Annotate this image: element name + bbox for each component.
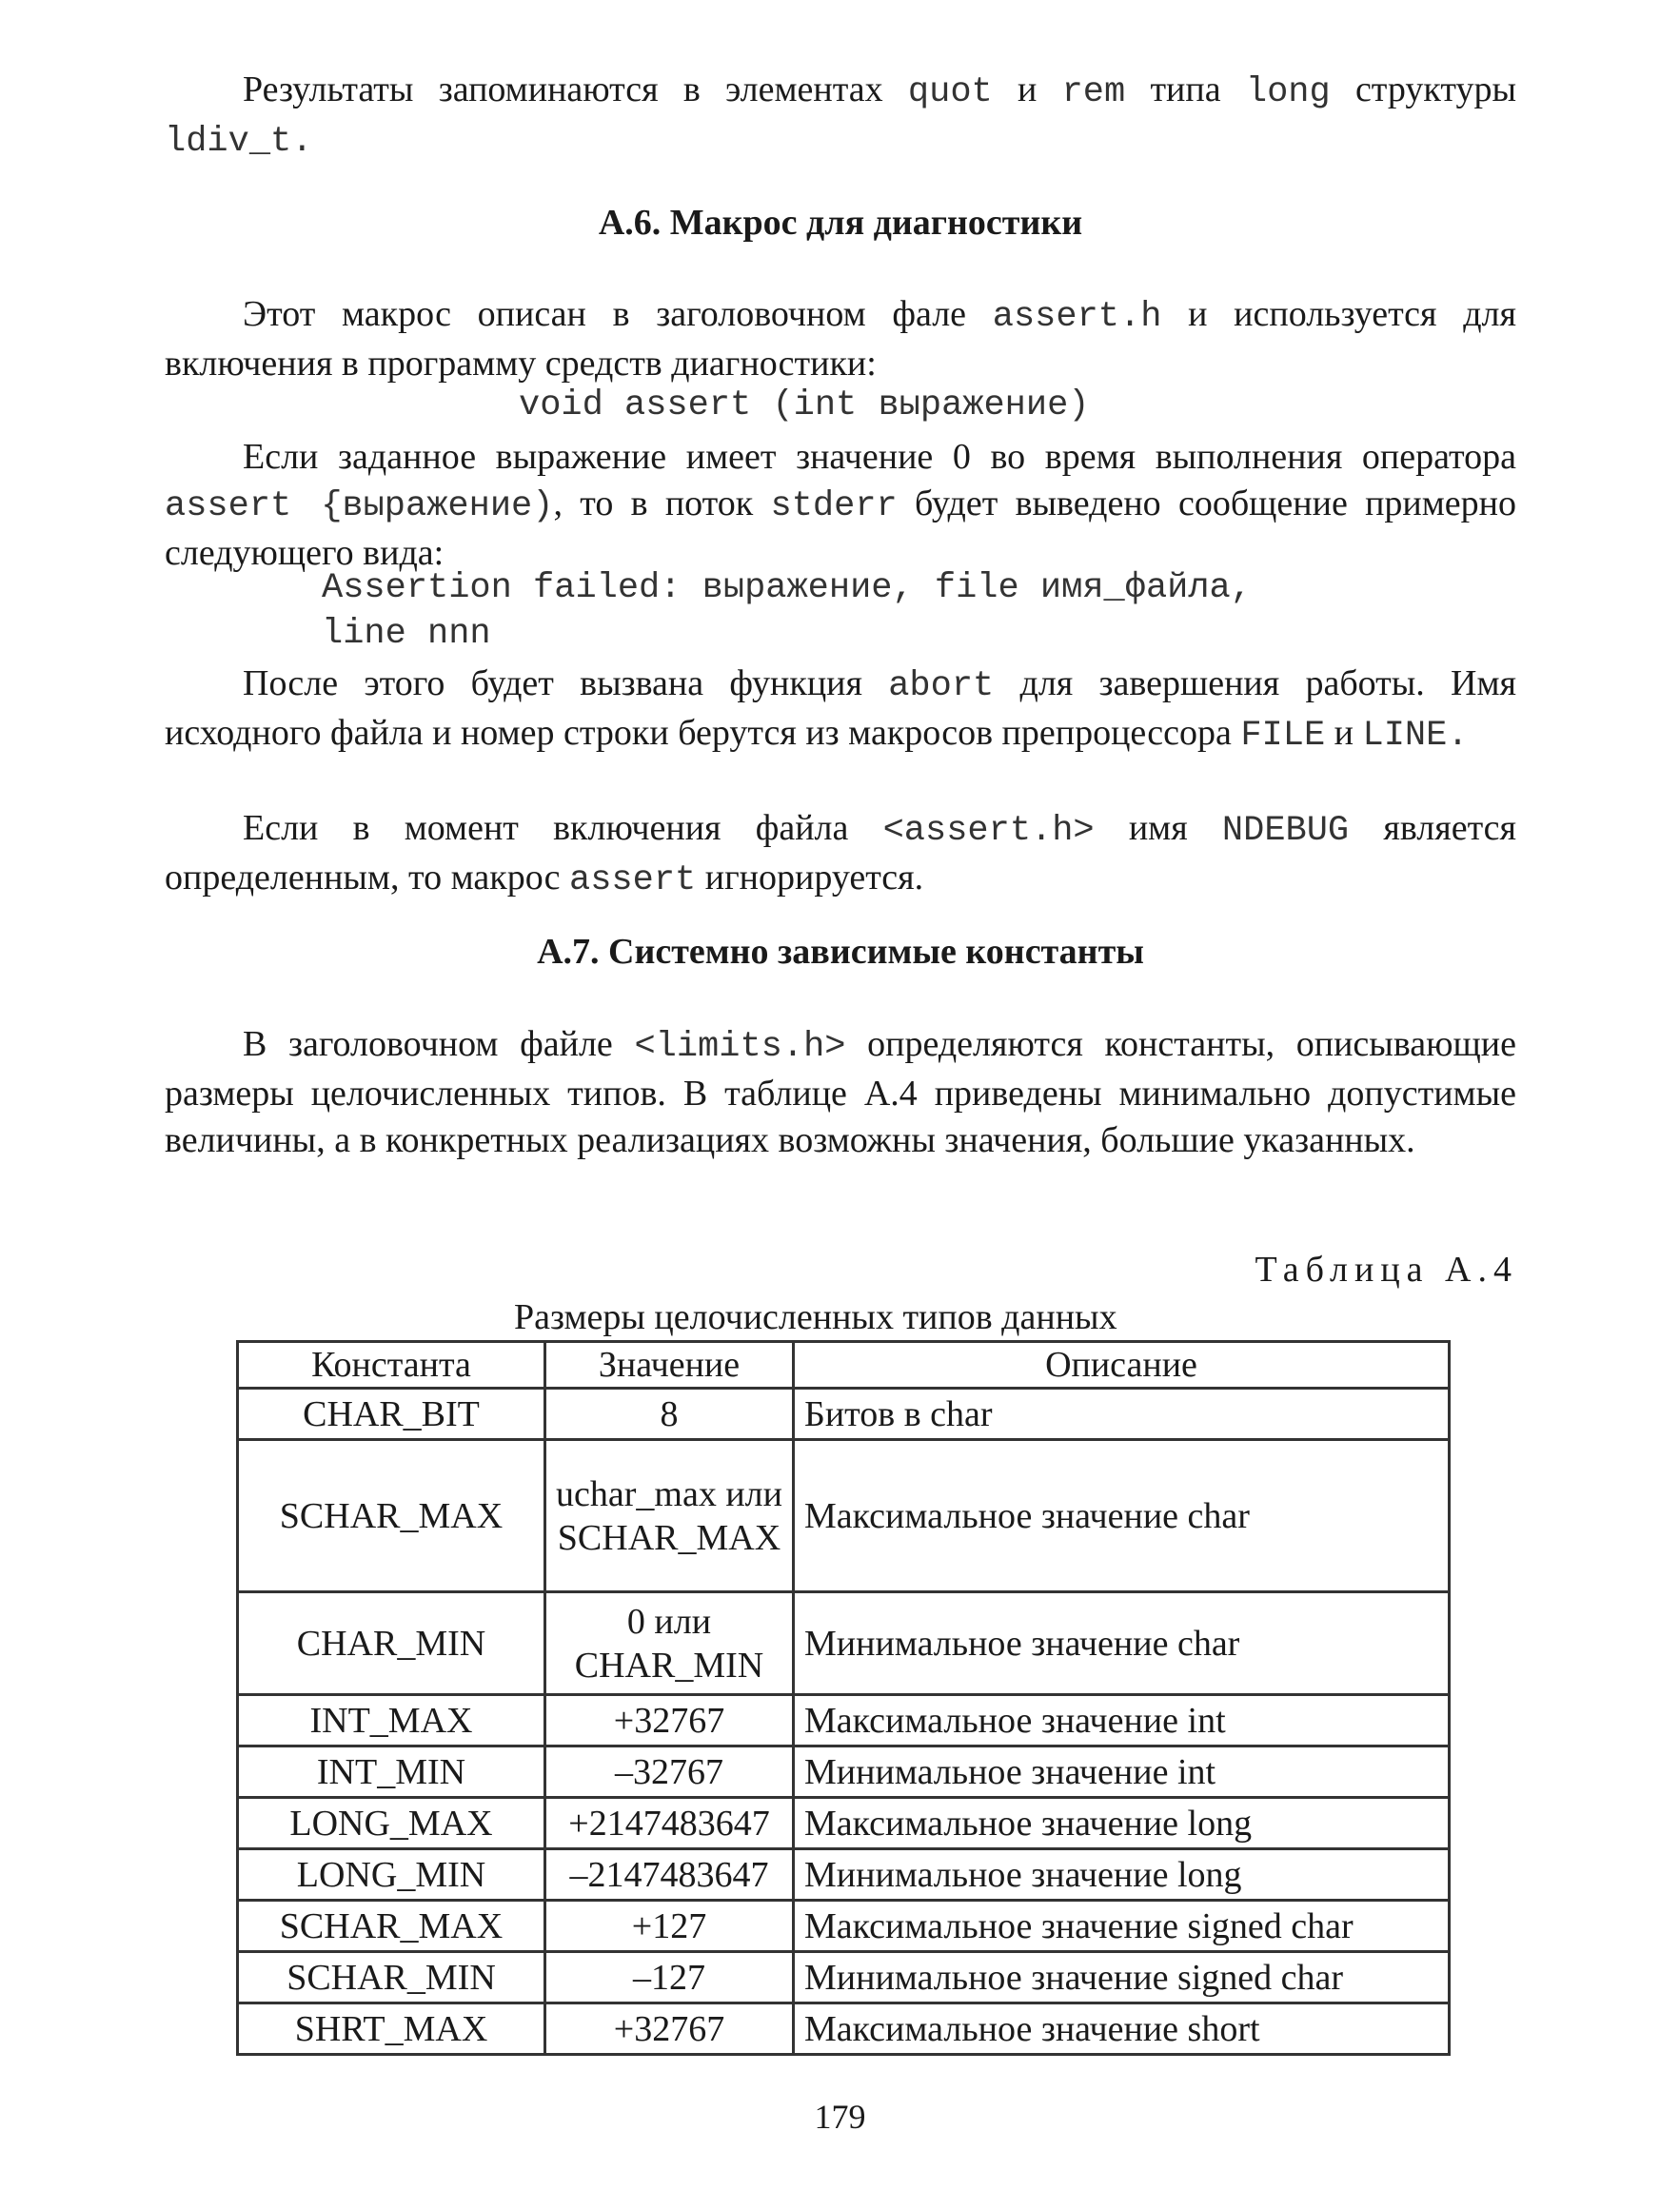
table-cell: +32767 — [545, 1695, 794, 1746]
limits-table — [236, 1340, 1451, 2056]
table-header-row — [238, 1342, 1450, 1389]
table-row — [238, 1798, 1450, 1849]
table-cell: +32767 — [545, 2003, 794, 2055]
table-cell: INT_MIN — [238, 1746, 545, 1798]
column-header: Значение — [545, 1342, 794, 1389]
code-inline: abort — [888, 666, 995, 706]
text: игнорируется. — [696, 858, 924, 898]
code-inline: NDEBUG — [1221, 811, 1350, 851]
code-inline: assert {выражение) — [165, 486, 554, 526]
table-cell: 0 или CHAR_MIN — [545, 1592, 794, 1695]
table-cell: SCHAR_MAX — [238, 1901, 545, 1952]
table-cell: Минимальное значение int — [794, 1746, 1450, 1798]
text: Этот макрос описан в заголовочном фале — [243, 294, 993, 334]
table-row — [238, 1592, 1450, 1695]
table-row — [238, 1952, 1450, 2003]
text: и — [992, 69, 1062, 109]
code-inline: assert.h — [992, 297, 1162, 337]
table-cell: SHRT_MAX — [238, 2003, 545, 2055]
column-header: Описание — [794, 1342, 1450, 1389]
code-inline: ldiv_t. — [165, 122, 313, 162]
table-row — [238, 1901, 1450, 1952]
table-cell: Максимальное значение long — [794, 1798, 1450, 1849]
table-cell: CHAR_MIN — [238, 1592, 545, 1695]
code-assertion-line: line nnn — [322, 614, 491, 654]
section-heading-a6: А.6. Макрос для диагностики — [598, 203, 1083, 243]
table-row — [238, 1849, 1450, 1901]
table-row — [238, 1389, 1450, 1440]
table-cell: SCHAR_MIN — [238, 1952, 545, 2003]
table-cell: Максимальное значение signed char — [794, 1901, 1450, 1952]
code-inline: long — [1245, 72, 1331, 112]
code-inline: <limits.h> — [634, 1027, 846, 1067]
text: является определенным, то макрос — [165, 808, 1516, 898]
table-cell: –127 — [545, 1952, 794, 2003]
code-inline: assert — [569, 860, 697, 900]
code-inline: <assert.h> — [882, 811, 1095, 851]
code-inline: LINE. — [1362, 716, 1469, 756]
table-cell: LONG_MIN — [238, 1849, 545, 1901]
table-cell: CHAR_BIT — [238, 1389, 545, 1440]
table-cell: 8 — [545, 1389, 794, 1440]
paragraph-ndebug — [165, 805, 1516, 904]
table-cell: Минимальное значение signed char — [794, 1952, 1450, 2003]
table-cell: Максимальное значение char — [794, 1440, 1450, 1592]
table-caption: Размеры целочисленных типов данных — [514, 1297, 1117, 1337]
text: В заголовочном файле — [243, 1024, 635, 1064]
page-number: 179 — [814, 2098, 866, 2136]
column-header: Константа — [238, 1342, 545, 1389]
table-cell: –32767 — [545, 1746, 794, 1798]
table-cell: INT_MAX — [238, 1695, 545, 1746]
table-cell: +127 — [545, 1901, 794, 1952]
text: структуры — [1330, 69, 1516, 109]
code-inline: stderr — [770, 486, 898, 526]
text: Если заданное выражение имеет значение 0 во время выполнения оператора — [243, 437, 1516, 477]
paragraph-limits — [165, 1021, 1516, 1164]
table-row — [238, 2003, 1450, 2055]
paragraph-assert-intro — [165, 291, 1516, 387]
table-row — [238, 1746, 1450, 1798]
table-cell: Битов в char — [794, 1389, 1450, 1440]
table-cell: Минимальное значение char — [794, 1592, 1450, 1695]
table-cell: uchar_max или SCHAR_MAX — [545, 1440, 794, 1592]
text: После этого будет вызвана функция — [243, 663, 889, 703]
section-heading-a7: А.7. Системно зависимые константы — [537, 932, 1144, 972]
table-cell: LONG_MAX — [238, 1798, 545, 1849]
text: для завершения работы. Имя исходного файла и номер строки берутся из макросов препроцессора — [165, 663, 1516, 753]
table-row — [238, 1695, 1450, 1746]
table-cell: Максимальное значение short — [794, 2003, 1450, 2055]
code-inline: FILE — [1240, 716, 1326, 756]
table-cell: +2147483647 — [545, 1798, 794, 1849]
text: типа — [1125, 69, 1246, 109]
paragraph-ldiv-results — [165, 67, 1516, 166]
code-assertion-message: Assertion failed: выражение, file имя_файла, — [322, 568, 1252, 608]
text: и используется для включения в программу средств диагностики: — [165, 294, 1516, 384]
code-assert-signature: void assert (int выражение) — [519, 385, 1090, 425]
table-cell: Максимальное значение int — [794, 1695, 1450, 1746]
text: Если в момент включения файла — [243, 808, 883, 848]
text: будет выведено сообщение примерно следующего вида: — [165, 483, 1517, 573]
table-cell: Минимальное значение long — [794, 1849, 1450, 1901]
text: определяются константы, описывающие размеры целочисленных типов. В таблице А.4 приведены минимально допустимые величины, а в конкретных реализациях возможны значения, большие указанных. — [165, 1024, 1516, 1160]
text: имя — [1094, 808, 1222, 848]
table-cell: –2147483647 — [545, 1849, 794, 1901]
code-inline: quot — [907, 72, 993, 112]
text: и — [1325, 713, 1363, 753]
code-inline: rem — [1061, 72, 1126, 112]
paragraph-abort — [165, 661, 1516, 760]
text: Результаты запоминаются в элементах — [243, 69, 908, 109]
paragraph-assert-behavior — [165, 434, 1516, 577]
text: , то в поток — [553, 483, 771, 523]
table-cell: SCHAR_MAX — [238, 1440, 545, 1592]
table-row — [238, 1440, 1450, 1592]
table-label: Таблица А.4 — [1255, 1250, 1518, 1290]
